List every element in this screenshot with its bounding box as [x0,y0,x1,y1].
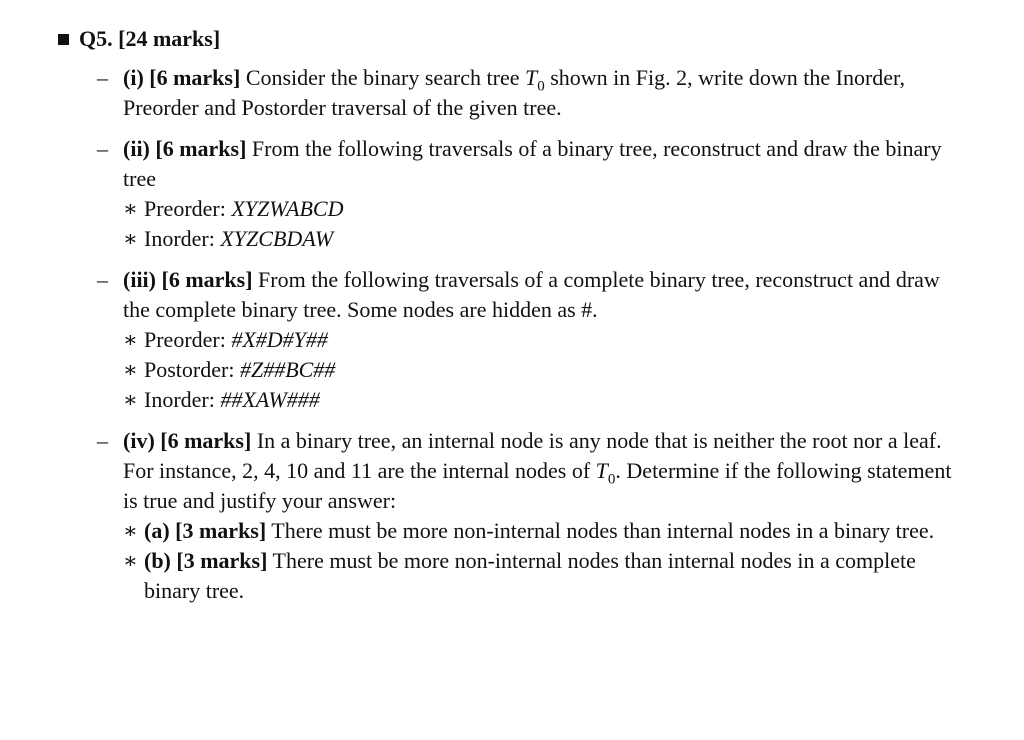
tree-subscript: 0 [537,78,545,95]
statement-label: (a) [3 marks] [144,518,267,543]
part-ii-body: From the following traversals of a binary tree, reconstruct and draw the binary tree [123,136,942,191]
dash-bullet-icon: – [97,65,108,90]
traversal-value: ##XAW### [220,387,320,412]
part-ii [97,134,977,254]
list-item [123,385,977,415]
part-iv-body-a: In a binary tree, an internal node is any node that is neither the root nor a leaf. For instance, 2, 4, 10 and 11 are the internal nodes of [123,428,942,483]
star-bullet-icon: ∗ [123,196,138,221]
dash-bullet-icon: – [97,267,108,292]
star-bullet-icon: ∗ [123,357,138,382]
part-i-body-b: shown in Fig. 2, write down the Inorder, Preorder and Postorder traversal of the given tree. [123,65,905,120]
part-iv-label: (iv) [6 marks] [123,428,252,453]
part-ii-text [123,134,968,194]
square-bullet-icon [58,34,69,45]
part-iv-text [123,426,968,516]
part-iv [97,426,977,606]
part-i-body-a: Consider the binary search tree [240,65,525,90]
list-item [123,325,977,355]
list-item [123,355,977,385]
star-bullet-icon: ∗ [123,548,138,573]
traversal-name: Inorder: [144,387,221,412]
part-iv-body-b: . Determine if the following statement is true and justify your answer: [123,458,952,513]
list-item [123,546,977,606]
part-iii-text [123,265,968,325]
traversal-name: Inorder: [144,226,221,251]
list-item [123,194,977,224]
part-ii-label: (ii) [6 marks] [123,136,247,161]
traversal-value: XYZCBDAW [220,226,334,251]
traversal-value: XYZWABCD [231,196,344,221]
traversal-name: Postorder: [144,357,240,382]
traversal-name: Preorder: [144,196,232,221]
question-heading [58,24,220,54]
traversal-name: Preorder: [144,327,232,352]
tree-symbol: T [595,458,608,483]
star-bullet-icon: ∗ [123,226,138,251]
dash-bullet-icon: – [97,136,108,161]
statement-text: There must be more non-internal nodes than internal nodes in a complete binary tree. [144,548,916,603]
statement-label: (b) [3 marks] [144,548,268,573]
list-item [123,516,977,546]
part-i-label: (i) [6 marks] [123,65,241,90]
traversal-value: #Z##BC## [239,357,336,382]
part-i [97,63,977,123]
tree-symbol: T [524,65,538,90]
star-bullet-icon: ∗ [123,327,138,352]
part-iii-body: From the following traversals of a complete binary tree, reconstruct and draw the complete binary tree. Some nodes are hidden as #. [123,267,940,322]
statement-text: There must be more non-internal nodes than internal nodes in a binary tree. [266,518,935,543]
dash-bullet-icon: – [97,428,108,453]
part-iii [97,265,977,415]
part-i-text [123,63,968,123]
star-bullet-icon: ∗ [123,387,138,412]
star-bullet-icon: ∗ [123,518,138,543]
tree-subscript: 0 [607,471,616,488]
list-item [123,224,977,254]
question-title: Q5. [24 marks] [79,26,221,51]
traversal-value: #X#D#Y## [231,327,328,352]
part-iii-label: (iii) [6 marks] [123,267,253,292]
